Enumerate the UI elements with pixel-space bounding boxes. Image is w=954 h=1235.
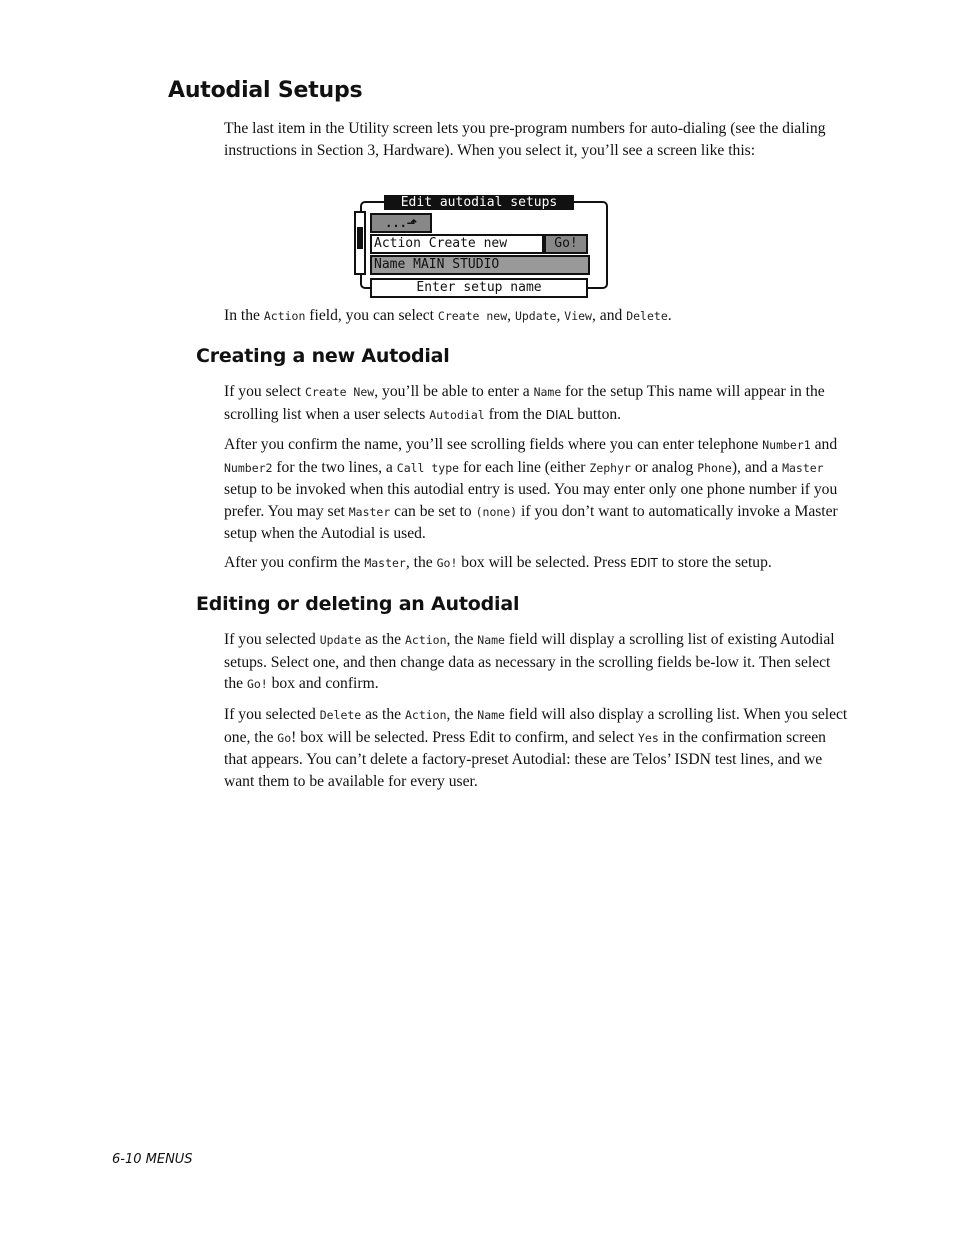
back-button[interactable]: ...⬏: [370, 213, 432, 233]
creating-paragraph-1: If you select Create New, you’ll be able to enter a Name for the setup This name will appear in the scrolling list when a user selects Autodial from the DIAL button.: [224, 383, 825, 423]
screen-title: Edit autodial setups: [384, 195, 574, 210]
creating-heading: Creating a new Autodial: [196, 345, 450, 367]
editing-heading: Editing or deleting an Autodial: [196, 593, 520, 615]
prompt-bar: Enter setup name: [370, 278, 588, 298]
name-field[interactable]: Name MAIN STUDIO: [370, 255, 590, 275]
intro-paragraph: The last item in the Utility screen lets you pre-program numbers for auto-dialing (see the dialing instructions in Section 3, Hardware). When you select it, you’ll see a screen like this:: [224, 120, 826, 159]
lcd-screen: [354, 194, 606, 300]
action-paragraph: In the Action field, you can select Create new, Update, View, and Delete.: [224, 307, 672, 324]
editing-paragraph-2: If you selected Delete as the Action, the Name field will also display a scrolling list. When you select one, the Go! box will be selected. Press Edit to confirm, and select Yes in the confirmation screen that appears. You can’t delete a factory-preset Autodial: these are Telos’ ISDN test lines, and we want them to be available for every user.: [224, 706, 848, 790]
scrollbar-thumb[interactable]: [357, 227, 363, 249]
creating-paragraph-2: After you confirm the name, you’ll see scrolling fields where you can enter telephone Number1 and Number2 for the two lines, a Call type for each line (either Zephyr or analog Phone), and a Master setup to be invoked when this autodial entry is used. You may enter only one phone number if you prefer. You may set Master can be set to (none) if you don’t want to automatically invoke a Master setup when the Autodial is used.: [224, 436, 838, 543]
scrollbar[interactable]: [354, 211, 366, 275]
creating-paragraph-3: After you confirm the Master, the Go! box will be selected. Press EDIT to store the setup.: [224, 554, 772, 571]
page-footer: 6-10 MENUS: [112, 1152, 193, 1167]
editing-paragraph-1: If you selected Update as the Action, the Name field will display a scrolling list of existing Autodial setups. Select one, and then change data as necessary in the scrolling fields be-low it. Then select the Go! box and confirm.: [224, 631, 835, 693]
section-title: Autodial Setups: [168, 78, 363, 103]
go-button[interactable]: Go!: [544, 234, 588, 254]
action-field[interactable]: Action Create new: [370, 234, 544, 254]
